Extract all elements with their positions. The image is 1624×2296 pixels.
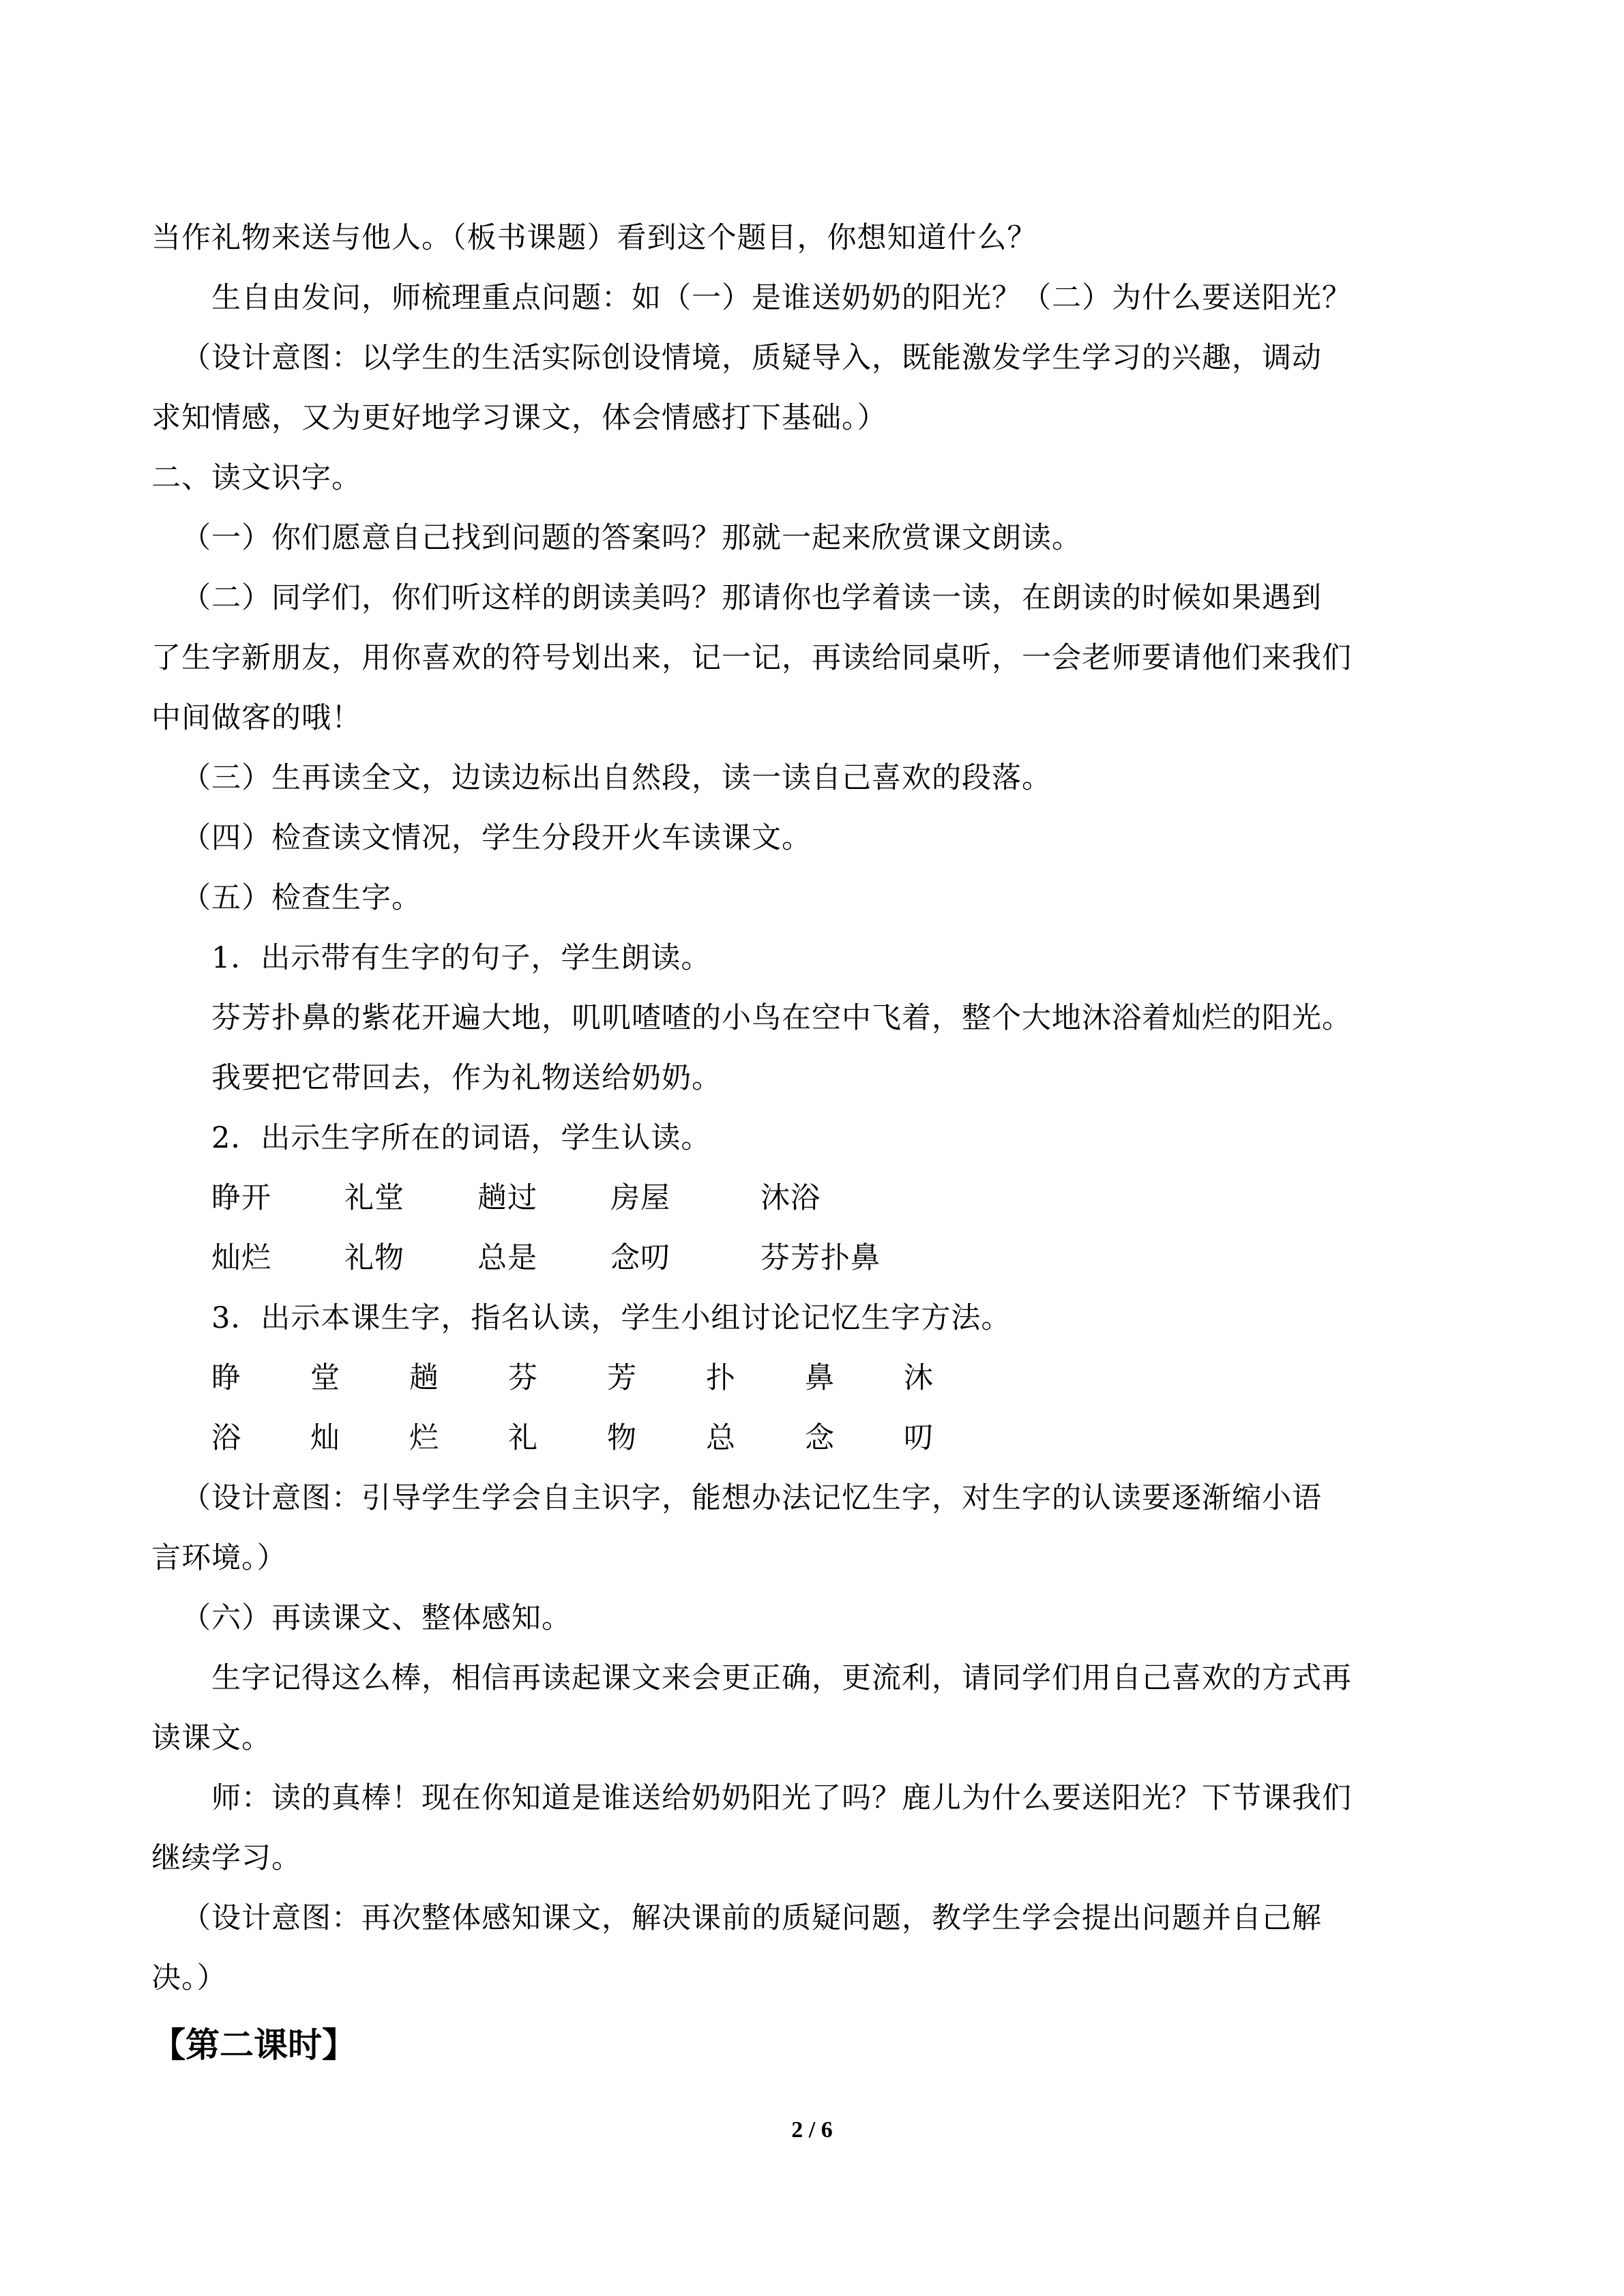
step-line: 中间做客的哦！ — [151, 701, 361, 735]
design-intent-line: 求知情感，又为更好地学习课文，体会情感打下基础。） — [151, 401, 887, 435]
vocab-word: 趟过 — [477, 1181, 537, 1215]
step-line: （四）检查读文情况，学生分段开火车读课文。 — [181, 821, 812, 855]
step-line: （五）检查生字。 — [181, 881, 422, 915]
vocab-word: 芬芳扑鼻 — [761, 1241, 881, 1275]
vocab-character: 趟 — [409, 1361, 439, 1395]
numbered-item: 1．出示带有生字的句子，学生朗读。 — [211, 941, 711, 975]
step-line: 了生字新朋友，用你喜欢的符号划出来，记一记，再读给同桌听，一会老师要请他们来我们 — [151, 641, 1352, 675]
paragraph-line: 继续学习。 — [151, 1841, 301, 1875]
character-list-row — [151, 1408, 1471, 1468]
vocab-character: 总 — [706, 1421, 736, 1455]
section-title: 二、读文识字。 — [151, 461, 361, 495]
vocab-word: 念叨 — [610, 1241, 670, 1275]
vocab-character: 芬 — [508, 1361, 538, 1395]
vocab-character: 烂 — [409, 1421, 439, 1455]
vocab-character: 睁 — [211, 1361, 241, 1395]
word-list-row — [151, 1228, 1471, 1288]
vocab-character: 礼 — [508, 1421, 538, 1455]
numbered-item: 2．出示生字所在的词语，学生认读。 — [211, 1121, 711, 1155]
sample-sentence: 我要把它带回去，作为礼物送给奶奶。 — [211, 1061, 722, 1095]
word-list-row — [151, 1168, 1471, 1228]
paragraph-line: 生字记得这么棒，相信再读起课文来会更正确，更流利，请同学们用自己喜欢的方式再 — [211, 1661, 1352, 1695]
paragraph-line: 读课文。 — [151, 1721, 271, 1755]
vocab-character: 芳 — [607, 1361, 637, 1395]
vocab-word: 灿烂 — [211, 1241, 271, 1275]
vocab-character: 堂 — [310, 1361, 340, 1395]
vocab-character: 灿 — [310, 1421, 340, 1455]
paragraph-line: 生自由发问，师梳理重点问题：如（一）是谁送奶奶的阳光？（二）为什么要送阳光？ — [211, 281, 1352, 315]
vocab-word: 房屋 — [610, 1181, 670, 1215]
sample-sentence: 芬芳扑鼻的紫花开遍大地，叽叽喳喳的小鸟在空中飞着，整个大地沐浴着灿烂的阳光。 — [211, 1001, 1352, 1035]
vocab-character: 鼻 — [805, 1361, 835, 1395]
design-intent-line: 决。） — [151, 1961, 227, 1995]
step-line: （一）你们愿意自己找到问题的答案吗？那就一起来欣赏课文朗读。 — [181, 521, 1082, 555]
vocab-word: 礼物 — [344, 1241, 404, 1275]
vocab-word: 礼堂 — [344, 1181, 404, 1215]
vocab-word: 睁开 — [211, 1181, 271, 1215]
vocab-word: 总是 — [477, 1241, 537, 1275]
character-list-row — [151, 1348, 1471, 1408]
design-intent-line: 言环境。） — [151, 1541, 287, 1575]
design-intent-line: （设计意图：引导学生学会自主识字，能想办法记忆生字，对生字的认读要逐渐缩小语 — [181, 1481, 1322, 1515]
paragraph-line: 师：读的真棒！现在你知道是谁送给奶奶阳光了吗？鹿儿为什么要送阳光？下节课我们 — [211, 1781, 1352, 1815]
step-line: （二）同学们，你们听这样的朗读美吗？那请你也学着读一读，在朗读的时候如果遇到 — [181, 581, 1322, 615]
step-line: （三）生再读全文，边读边标出自然段，读一读自己喜欢的段落。 — [181, 761, 1052, 795]
numbered-item: 3．出示本课生字，指名认读，学生小组讨论记忆生字方法。 — [211, 1301, 1012, 1335]
vocab-character: 物 — [607, 1421, 637, 1455]
design-intent-line: （设计意图：以学生的生活实际创设情境，质疑导入，既能激发学生学习的兴趣，调动 — [181, 341, 1322, 375]
step-line: （六）再读课文、整体感知。 — [181, 1601, 572, 1635]
design-intent-line: （设计意图：再次整体感知课文，解决课前的质疑问题，教学生学会提出问题并自己解 — [181, 1901, 1322, 1935]
vocab-character: 念 — [805, 1421, 835, 1455]
page-number: 2 / 6 — [791, 2117, 833, 2143]
vocab-word: 沐浴 — [761, 1181, 821, 1215]
paragraph-line: 当作礼物来送与他人。（板书课题）看到这个题目，你想知道什么？ — [151, 221, 1037, 255]
page-content — [151, 208, 1471, 2078]
vocab-character: 扑 — [706, 1361, 736, 1395]
vocab-character: 浴 — [211, 1421, 241, 1455]
lesson-heading: 【第二课时】 — [151, 2025, 356, 2065]
vocab-character: 叨 — [904, 1421, 934, 1455]
vocab-character: 沐 — [904, 1361, 934, 1395]
